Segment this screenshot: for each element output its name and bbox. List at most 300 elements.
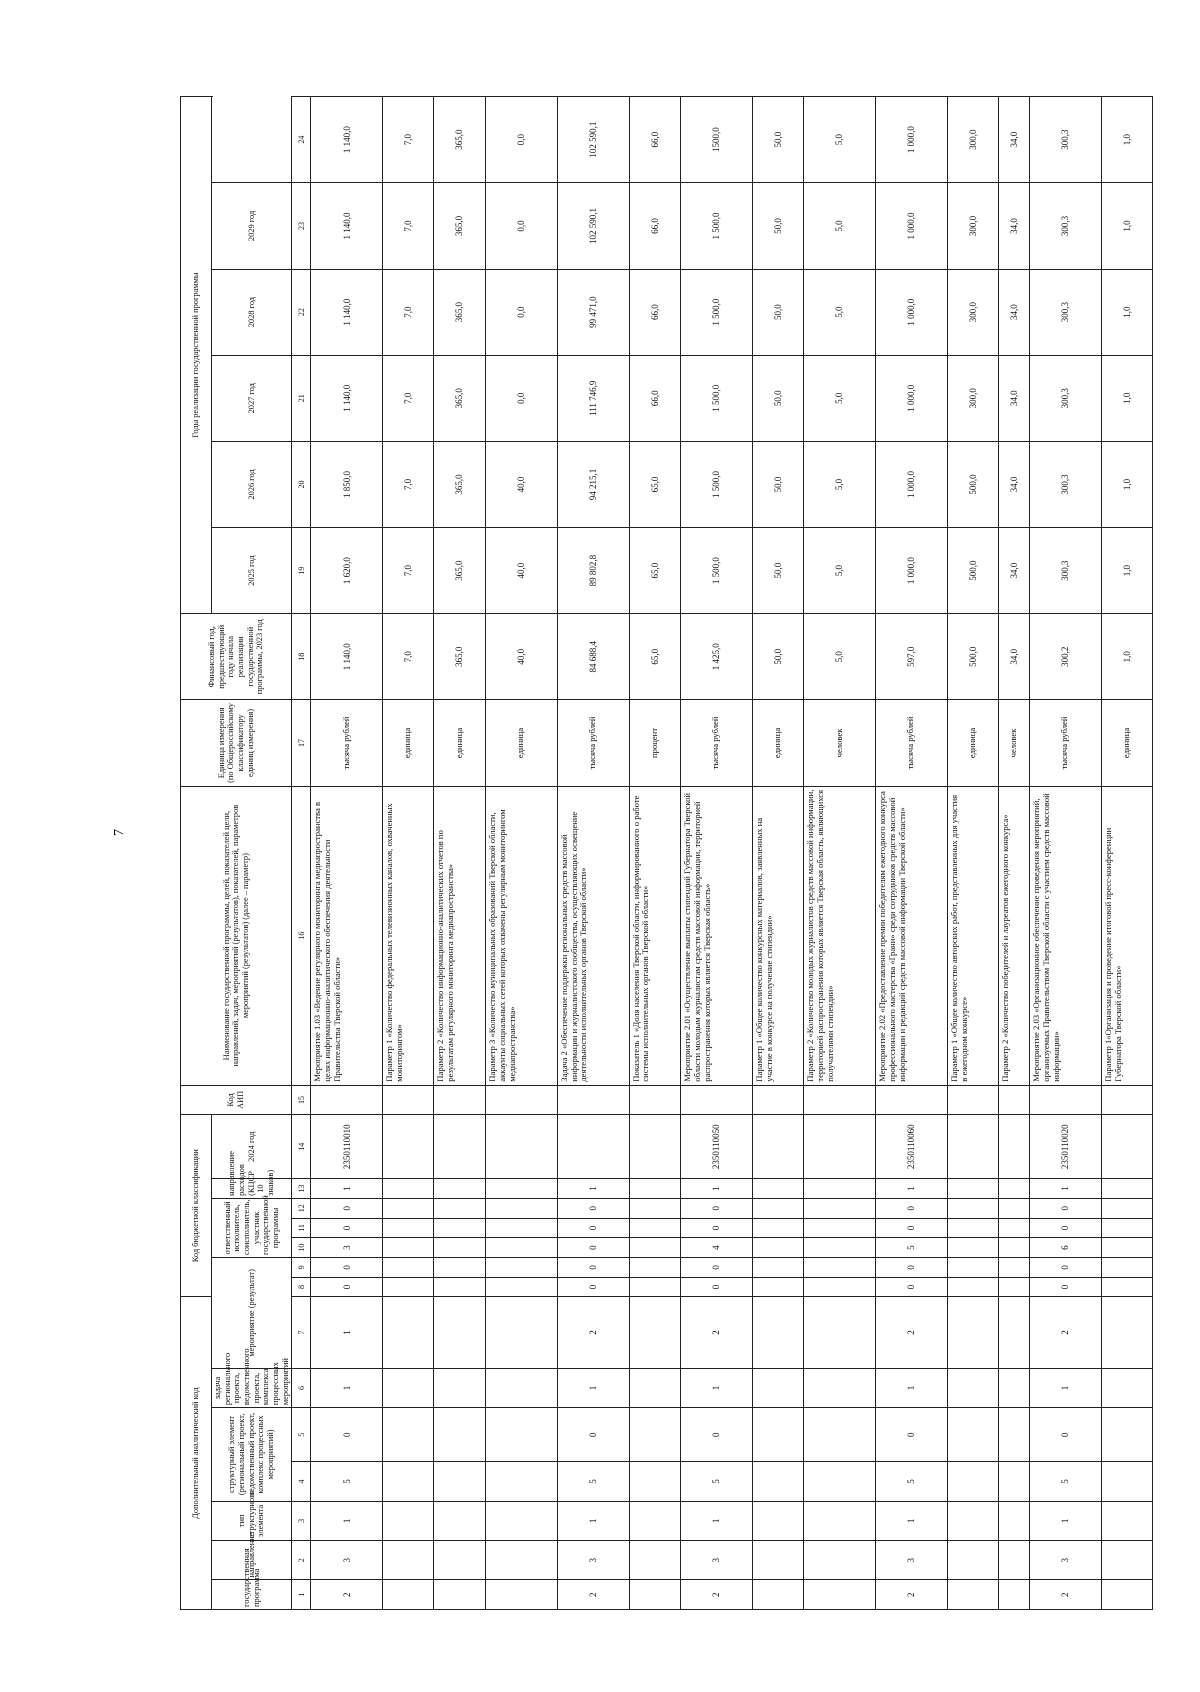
code-cell: [1101, 1085, 1152, 1115]
column-number: 24: [292, 97, 311, 183]
code-cell: 2: [875, 1297, 947, 1368]
code-cell: 0: [875, 1257, 947, 1277]
code-cell: [1029, 1085, 1101, 1115]
code-cell: [485, 1238, 557, 1258]
row-year-value: 34,0: [999, 97, 1030, 183]
code-cell: [999, 1257, 1030, 1277]
row-year-value: 1 140,0: [311, 97, 383, 183]
code-cell: [999, 1408, 1030, 1462]
column-number: 23: [292, 183, 311, 269]
row-year-value: 5,0: [804, 355, 876, 441]
row-year-value: 365,0: [434, 183, 485, 269]
row-unit: единица: [485, 700, 557, 786]
code-cell: [947, 1462, 998, 1501]
code-cell: 0: [311, 1257, 383, 1277]
code-cell: [1101, 1462, 1152, 1501]
code-cell: 0: [311, 1277, 383, 1297]
row-base-value: 84 688,4: [557, 614, 629, 700]
column-number: 2: [292, 1541, 311, 1580]
row-year-value: 0,0: [485, 183, 557, 269]
row-name: Параметр 1 «Количество федеральных телевизионных каналов, охваченных мониторингом»: [383, 786, 434, 1085]
code-cell: [1101, 1115, 1152, 1179]
row-year-value: 66,0: [629, 355, 680, 441]
code-cell: [434, 1501, 485, 1540]
row-year-value: 1 850,0: [311, 441, 383, 527]
row-year-value: 94 215,1: [557, 441, 629, 527]
column-number: 6: [292, 1368, 311, 1407]
header-executor: ответственный исполнитель, соисполнитель, участник государственной программы: [212, 1198, 292, 1257]
code-cell: [485, 1257, 557, 1277]
code-cell: [629, 1580, 680, 1610]
code-cell: [999, 1277, 1030, 1297]
row-unit: тысяча рублей: [1029, 700, 1101, 786]
code-cell: [1101, 1408, 1152, 1462]
code-cell: 0: [557, 1238, 629, 1258]
row-year-value: 89 802,8: [557, 528, 629, 614]
row-year-value: 7,0: [383, 355, 434, 441]
code-cell: [1101, 1297, 1152, 1368]
table-row: [629, 97, 680, 1610]
column-number: 9: [292, 1257, 311, 1277]
code-cell: 5: [557, 1462, 629, 1501]
header-year: 2026 год: [212, 441, 292, 527]
code-cell: [485, 1297, 557, 1368]
code-cell: 2: [680, 1580, 752, 1610]
code-cell: 1: [680, 1179, 752, 1199]
code-cell: [804, 1368, 876, 1407]
row-year-value: 7,0: [383, 441, 434, 527]
header-year: 2027 год: [212, 355, 292, 441]
row-unit: процент: [629, 700, 680, 786]
header-struct: структурный элемент (региональный проект, ведомственный проект, комплекс процессных мероприятий): [212, 1408, 292, 1502]
code-cell: [1101, 1277, 1152, 1297]
code-cell: 1: [680, 1501, 752, 1540]
row-year-value: 7,0: [383, 183, 434, 269]
row-year-value: 34,0: [999, 355, 1030, 441]
row-year-value: 5,0: [804, 97, 876, 183]
code-cell: [804, 1277, 876, 1297]
code-cell: 1: [1029, 1368, 1101, 1407]
code-cell: [752, 1115, 803, 1179]
code-cell: [383, 1297, 434, 1368]
row-base-value: 50,0: [752, 614, 803, 700]
code-cell: 1: [311, 1368, 383, 1407]
header-years-group: Годы реализации государственной программы: [181, 97, 212, 614]
row-year-value: 1 000,0: [875, 97, 947, 183]
code-cell: [629, 1198, 680, 1218]
header-event: мероприятие (результат): [212, 1257, 292, 1368]
code-cell: 2: [680, 1297, 752, 1368]
row-name: Параметр 1«Организация и проведение итоговой пресс-конференции Губернатора Тверской области»: [1101, 786, 1152, 1085]
code-cell: [485, 1580, 557, 1610]
row-year-value: 300,3: [1029, 441, 1101, 527]
code-cell: [1101, 1179, 1152, 1199]
column-number: 18: [292, 614, 311, 700]
code-cell: [434, 1257, 485, 1277]
row-year-value: 300,3: [1029, 528, 1101, 614]
row-base-value: 300,2: [1029, 614, 1101, 700]
code-cell: [1101, 1501, 1152, 1540]
row-year-value: 34,0: [999, 269, 1030, 355]
table-row: [680, 97, 752, 1610]
code-cell: [804, 1115, 876, 1179]
column-number: 14: [292, 1115, 311, 1179]
code-cell: [947, 1238, 998, 1258]
code-cell: [434, 1179, 485, 1199]
code-cell: 0: [680, 1257, 752, 1277]
code-cell: [1101, 1368, 1152, 1407]
code-cell: [383, 1501, 434, 1540]
code-cell: 0: [680, 1218, 752, 1238]
code-cell: [1101, 1541, 1152, 1580]
code-cell: 2350110050: [680, 1115, 752, 1179]
row-year-value: 500,0: [947, 441, 998, 527]
code-cell: [383, 1277, 434, 1297]
column-number: 4: [292, 1462, 311, 1501]
code-cell: [629, 1368, 680, 1407]
code-cell: [311, 1085, 383, 1115]
code-cell: [804, 1408, 876, 1462]
row-year-value: 66,0: [629, 97, 680, 183]
row-year-value: 65,0: [629, 441, 680, 527]
row-year-value: 1 000,0: [875, 269, 947, 355]
row-name: Параметр 2 «Количество информационно-аналитических отчетов по результатам регулярного мониторинга медиапространства»: [434, 786, 485, 1085]
table-row: [1029, 97, 1101, 1610]
header-year: 2025 год: [212, 528, 292, 614]
row-year-value: 66,0: [629, 269, 680, 355]
code-cell: [752, 1277, 803, 1297]
code-cell: [485, 1198, 557, 1218]
code-cell: [1101, 1238, 1152, 1258]
code-cell: [947, 1198, 998, 1218]
row-base-value: 365,0: [434, 614, 485, 700]
code-cell: [434, 1297, 485, 1368]
program-table: [180, 96, 1153, 1610]
code-cell: [947, 1277, 998, 1297]
column-number: 12: [292, 1198, 311, 1218]
row-unit: тысяча рублей: [680, 700, 752, 786]
row-year-value: 1500,0: [680, 97, 752, 183]
code-cell: [629, 1238, 680, 1258]
row-year-value: 365,0: [434, 441, 485, 527]
code-cell: [804, 1297, 876, 1368]
code-cell: [485, 1408, 557, 1462]
row-year-value: 102 590,1: [557, 183, 629, 269]
header-task: задача регионального проекта, ведомственного проекта, комплекса процессных мероприятий: [212, 1368, 292, 1407]
code-cell: [629, 1408, 680, 1462]
table-row: [383, 97, 434, 1610]
code-cell: 1: [680, 1368, 752, 1407]
code-cell: [383, 1218, 434, 1238]
header-base-year: Финансовый год, предшествующий году начала реализации государственной программы, 2023 год: [181, 614, 292, 700]
code-cell: [629, 1501, 680, 1540]
code-cell: [485, 1115, 557, 1179]
row-unit: тысяча рублей: [557, 700, 629, 786]
code-cell: 2: [875, 1580, 947, 1610]
table-row: [999, 97, 1030, 1610]
code-cell: 5: [875, 1462, 947, 1501]
row-year-value: 1 140,0: [311, 355, 383, 441]
row-year-value: 300,0: [947, 97, 998, 183]
code-cell: [804, 1218, 876, 1238]
row-name: Задача 2 «Обеспечение поддержки региональных средств массовой информации и журналистского сообщества, осуществляющих освещение деятельности исполнительных органов Тверской области»: [557, 786, 629, 1085]
code-cell: 0: [680, 1408, 752, 1462]
code-cell: 0: [875, 1408, 947, 1462]
code-cell: [752, 1297, 803, 1368]
header-year: 2028 год: [212, 269, 292, 355]
row-unit: единица: [947, 700, 998, 786]
row-base-value: 1 140,0: [311, 614, 383, 700]
row-year-value: 50,0: [752, 269, 803, 355]
row-base-value: 34,0: [999, 614, 1030, 700]
code-cell: [947, 1368, 998, 1407]
row-year-value: 1 500,0: [680, 269, 752, 355]
code-cell: 3: [680, 1541, 752, 1580]
code-cell: [999, 1462, 1030, 1501]
row-year-value: 7,0: [383, 269, 434, 355]
code-cell: [485, 1501, 557, 1540]
code-cell: 3: [557, 1541, 629, 1580]
code-cell: [804, 1179, 876, 1199]
code-cell: 1: [557, 1368, 629, 1407]
column-number: 8: [292, 1277, 311, 1297]
code-cell: [947, 1541, 998, 1580]
code-cell: [947, 1218, 998, 1238]
code-cell: 0: [1029, 1218, 1101, 1238]
column-number: 15: [292, 1085, 311, 1115]
code-cell: [557, 1085, 629, 1115]
row-name: Параметр 3 «Количество муниципальных образований Тверской области, аккаунты социальных сетей которых охвачены регулярным мониторингом медиапространства»: [485, 786, 557, 1085]
code-cell: [557, 1115, 629, 1179]
code-cell: [680, 1085, 752, 1115]
code-cell: 3: [311, 1238, 383, 1258]
code-cell: [999, 1501, 1030, 1540]
column-number: 3: [292, 1501, 311, 1540]
row-base-value: 65,0: [629, 614, 680, 700]
row-unit: тысяча рублей: [875, 700, 947, 786]
code-cell: 0: [1029, 1198, 1101, 1218]
code-cell: [383, 1368, 434, 1407]
code-cell: 5: [680, 1462, 752, 1501]
header-unit: Единица измерения (по Общероссийскому классификатору единиц измерения): [181, 700, 292, 786]
code-cell: 2: [557, 1297, 629, 1368]
code-cell: 5: [1029, 1462, 1101, 1501]
code-cell: [434, 1462, 485, 1501]
row-name: Показатель 1 «Доля населения Тверской области, информированного о работе системы исполнительных органов Тверской области»: [629, 786, 680, 1085]
table-row: [804, 97, 876, 1610]
row-year-value: 300,0: [947, 269, 998, 355]
code-cell: [383, 1257, 434, 1277]
row-year-value: 40,0: [485, 528, 557, 614]
code-cell: [999, 1218, 1030, 1238]
header-aip: Код АИП: [181, 1085, 292, 1115]
code-cell: [485, 1541, 557, 1580]
row-base-value: 1 425,0: [680, 614, 752, 700]
code-cell: [999, 1580, 1030, 1610]
code-cell: 2350110020: [1029, 1115, 1101, 1179]
column-number: 22: [292, 269, 311, 355]
header-budget-code: Код бюджетной классификации: [181, 1115, 212, 1297]
code-cell: 0: [875, 1218, 947, 1238]
code-cell: [804, 1238, 876, 1258]
code-cell: [752, 1218, 803, 1238]
code-cell: [752, 1408, 803, 1462]
code-cell: 1: [557, 1179, 629, 1199]
row-year-value: 1 620,0: [311, 528, 383, 614]
table-row: [947, 97, 998, 1610]
code-cell: [629, 1115, 680, 1179]
code-cell: 0: [680, 1277, 752, 1297]
code-cell: [383, 1115, 434, 1179]
code-cell: [434, 1198, 485, 1218]
code-cell: 0: [557, 1218, 629, 1238]
code-cell: [629, 1218, 680, 1238]
row-year-value: 1 500,0: [680, 441, 752, 527]
code-cell: 0: [557, 1408, 629, 1462]
code-cell: [434, 1580, 485, 1610]
code-cell: [434, 1085, 485, 1115]
row-unit: единица: [752, 700, 803, 786]
code-cell: 2: [311, 1580, 383, 1610]
row-year-value: 7,0: [383, 97, 434, 183]
code-cell: 6: [1029, 1238, 1101, 1258]
row-year-value: 1 140,0: [311, 183, 383, 269]
row-unit: человек: [804, 700, 876, 786]
column-number: 5: [292, 1408, 311, 1462]
header-dop-code: Дополнительный аналитический код: [181, 1297, 212, 1610]
table-row: [557, 97, 629, 1610]
code-cell: 1: [311, 1179, 383, 1199]
row-year-value: 365,0: [434, 355, 485, 441]
code-cell: 0: [1029, 1257, 1101, 1277]
row-year-value: 7,0: [383, 528, 434, 614]
code-cell: 0: [875, 1277, 947, 1297]
row-year-value: 34,0: [999, 528, 1030, 614]
code-cell: [999, 1085, 1030, 1115]
code-cell: [383, 1198, 434, 1218]
code-cell: [752, 1179, 803, 1199]
row-year-value: 365,0: [434, 269, 485, 355]
row-name: Параметр 2 «Количество победителей и лауреатов ежегодного конкурса»: [999, 786, 1030, 1085]
code-cell: [1101, 1198, 1152, 1218]
code-cell: 0: [557, 1257, 629, 1277]
header-year: 2024 год: [212, 1115, 292, 1179]
table-body: [311, 97, 1153, 1610]
code-cell: [629, 1297, 680, 1368]
table-head: [181, 97, 311, 1610]
table-row: [434, 97, 485, 1610]
row-year-value: 0,0: [485, 269, 557, 355]
code-cell: 2: [557, 1580, 629, 1610]
code-cell: [434, 1115, 485, 1179]
code-cell: [434, 1368, 485, 1407]
code-cell: 0: [557, 1198, 629, 1218]
code-cell: [629, 1257, 680, 1277]
row-year-value: 1 500,0: [680, 528, 752, 614]
code-cell: [485, 1085, 557, 1115]
row-year-value: 300,3: [1029, 183, 1101, 269]
row-year-value: 5,0: [804, 269, 876, 355]
row-year-value: 65,0: [629, 528, 680, 614]
code-cell: [999, 1541, 1030, 1580]
code-cell: [752, 1368, 803, 1407]
code-cell: 0: [1029, 1408, 1101, 1462]
row-base-value: 40,0: [485, 614, 557, 700]
column-number: 19: [292, 528, 311, 614]
row-year-value: 50,0: [752, 528, 803, 614]
header-naming: Наименование государственной программы, целей, показателей цели, направлений, задач, мероприятий (результатов), показателей, параметров мероприятий (результатов) (далее – параметр): [181, 786, 292, 1085]
column-number: 20: [292, 441, 311, 527]
code-cell: 0: [557, 1277, 629, 1297]
code-cell: [947, 1297, 998, 1368]
table-row: [752, 97, 803, 1610]
header-year: 2029 год: [212, 183, 292, 269]
code-cell: 5: [875, 1238, 947, 1258]
row-year-value: 365,0: [434, 97, 485, 183]
row-unit: человек: [999, 700, 1030, 786]
row-year-value: 300,0: [947, 183, 998, 269]
code-cell: [947, 1501, 998, 1540]
row-name: Мероприятие 1.03 «Ведение регулярного мониторинга медиапространства в целях информационно-аналитического обеспечения деятельности Правительства Тверской области»: [311, 786, 383, 1085]
code-cell: [999, 1198, 1030, 1218]
row-year-value: 300,3: [1029, 269, 1101, 355]
code-cell: [804, 1462, 876, 1501]
code-cell: 0: [680, 1198, 752, 1218]
row-year-value: 1 000,0: [875, 528, 947, 614]
row-year-value: 300,3: [1029, 355, 1101, 441]
code-cell: 1: [311, 1501, 383, 1540]
code-cell: [485, 1462, 557, 1501]
code-cell: 3: [1029, 1541, 1101, 1580]
code-cell: [434, 1218, 485, 1238]
row-unit: единица: [383, 700, 434, 786]
code-cell: 2350110060: [875, 1115, 947, 1179]
row-unit: тысяча рублей: [311, 700, 383, 786]
code-cell: [947, 1408, 998, 1462]
code-cell: 0: [311, 1408, 383, 1462]
row-year-value: 1 000,0: [875, 183, 947, 269]
code-cell: 0: [311, 1218, 383, 1238]
row-year-value: 1 140,0: [311, 269, 383, 355]
code-cell: [804, 1580, 876, 1610]
row-year-value: 1,0: [1101, 97, 1152, 183]
row-year-value: 111 746,9: [557, 355, 629, 441]
code-cell: 1: [875, 1501, 947, 1540]
code-cell: 3: [875, 1541, 947, 1580]
code-cell: [875, 1085, 947, 1115]
code-cell: [383, 1408, 434, 1462]
code-cell: [434, 1541, 485, 1580]
row-unit: единица: [434, 700, 485, 786]
code-cell: [804, 1541, 876, 1580]
column-number: 16: [292, 786, 311, 1085]
code-cell: 1: [1029, 1501, 1101, 1540]
code-cell: [629, 1541, 680, 1580]
code-cell: [999, 1297, 1030, 1368]
code-cell: [947, 1257, 998, 1277]
row-year-value: 1,0: [1101, 269, 1152, 355]
code-cell: [383, 1580, 434, 1610]
row-year-value: 34,0: [999, 183, 1030, 269]
row-name: Мероприятие 2.03 «Организационное обеспечение проведения мероприятий, организуемых Правительством Тверской области с участием средств массовой информации»: [1029, 786, 1101, 1085]
code-cell: [383, 1085, 434, 1115]
table-row: [485, 97, 557, 1610]
column-number: 17: [292, 700, 311, 786]
code-cell: [629, 1277, 680, 1297]
code-cell: [434, 1277, 485, 1297]
row-name: Мероприятие 2.01 «Осуществление выплаты стипендий Губернатора Тверской области молодым журналистам средств массовой информации, территорией распространения которых является Тверская область»: [680, 786, 752, 1085]
code-cell: [485, 1277, 557, 1297]
